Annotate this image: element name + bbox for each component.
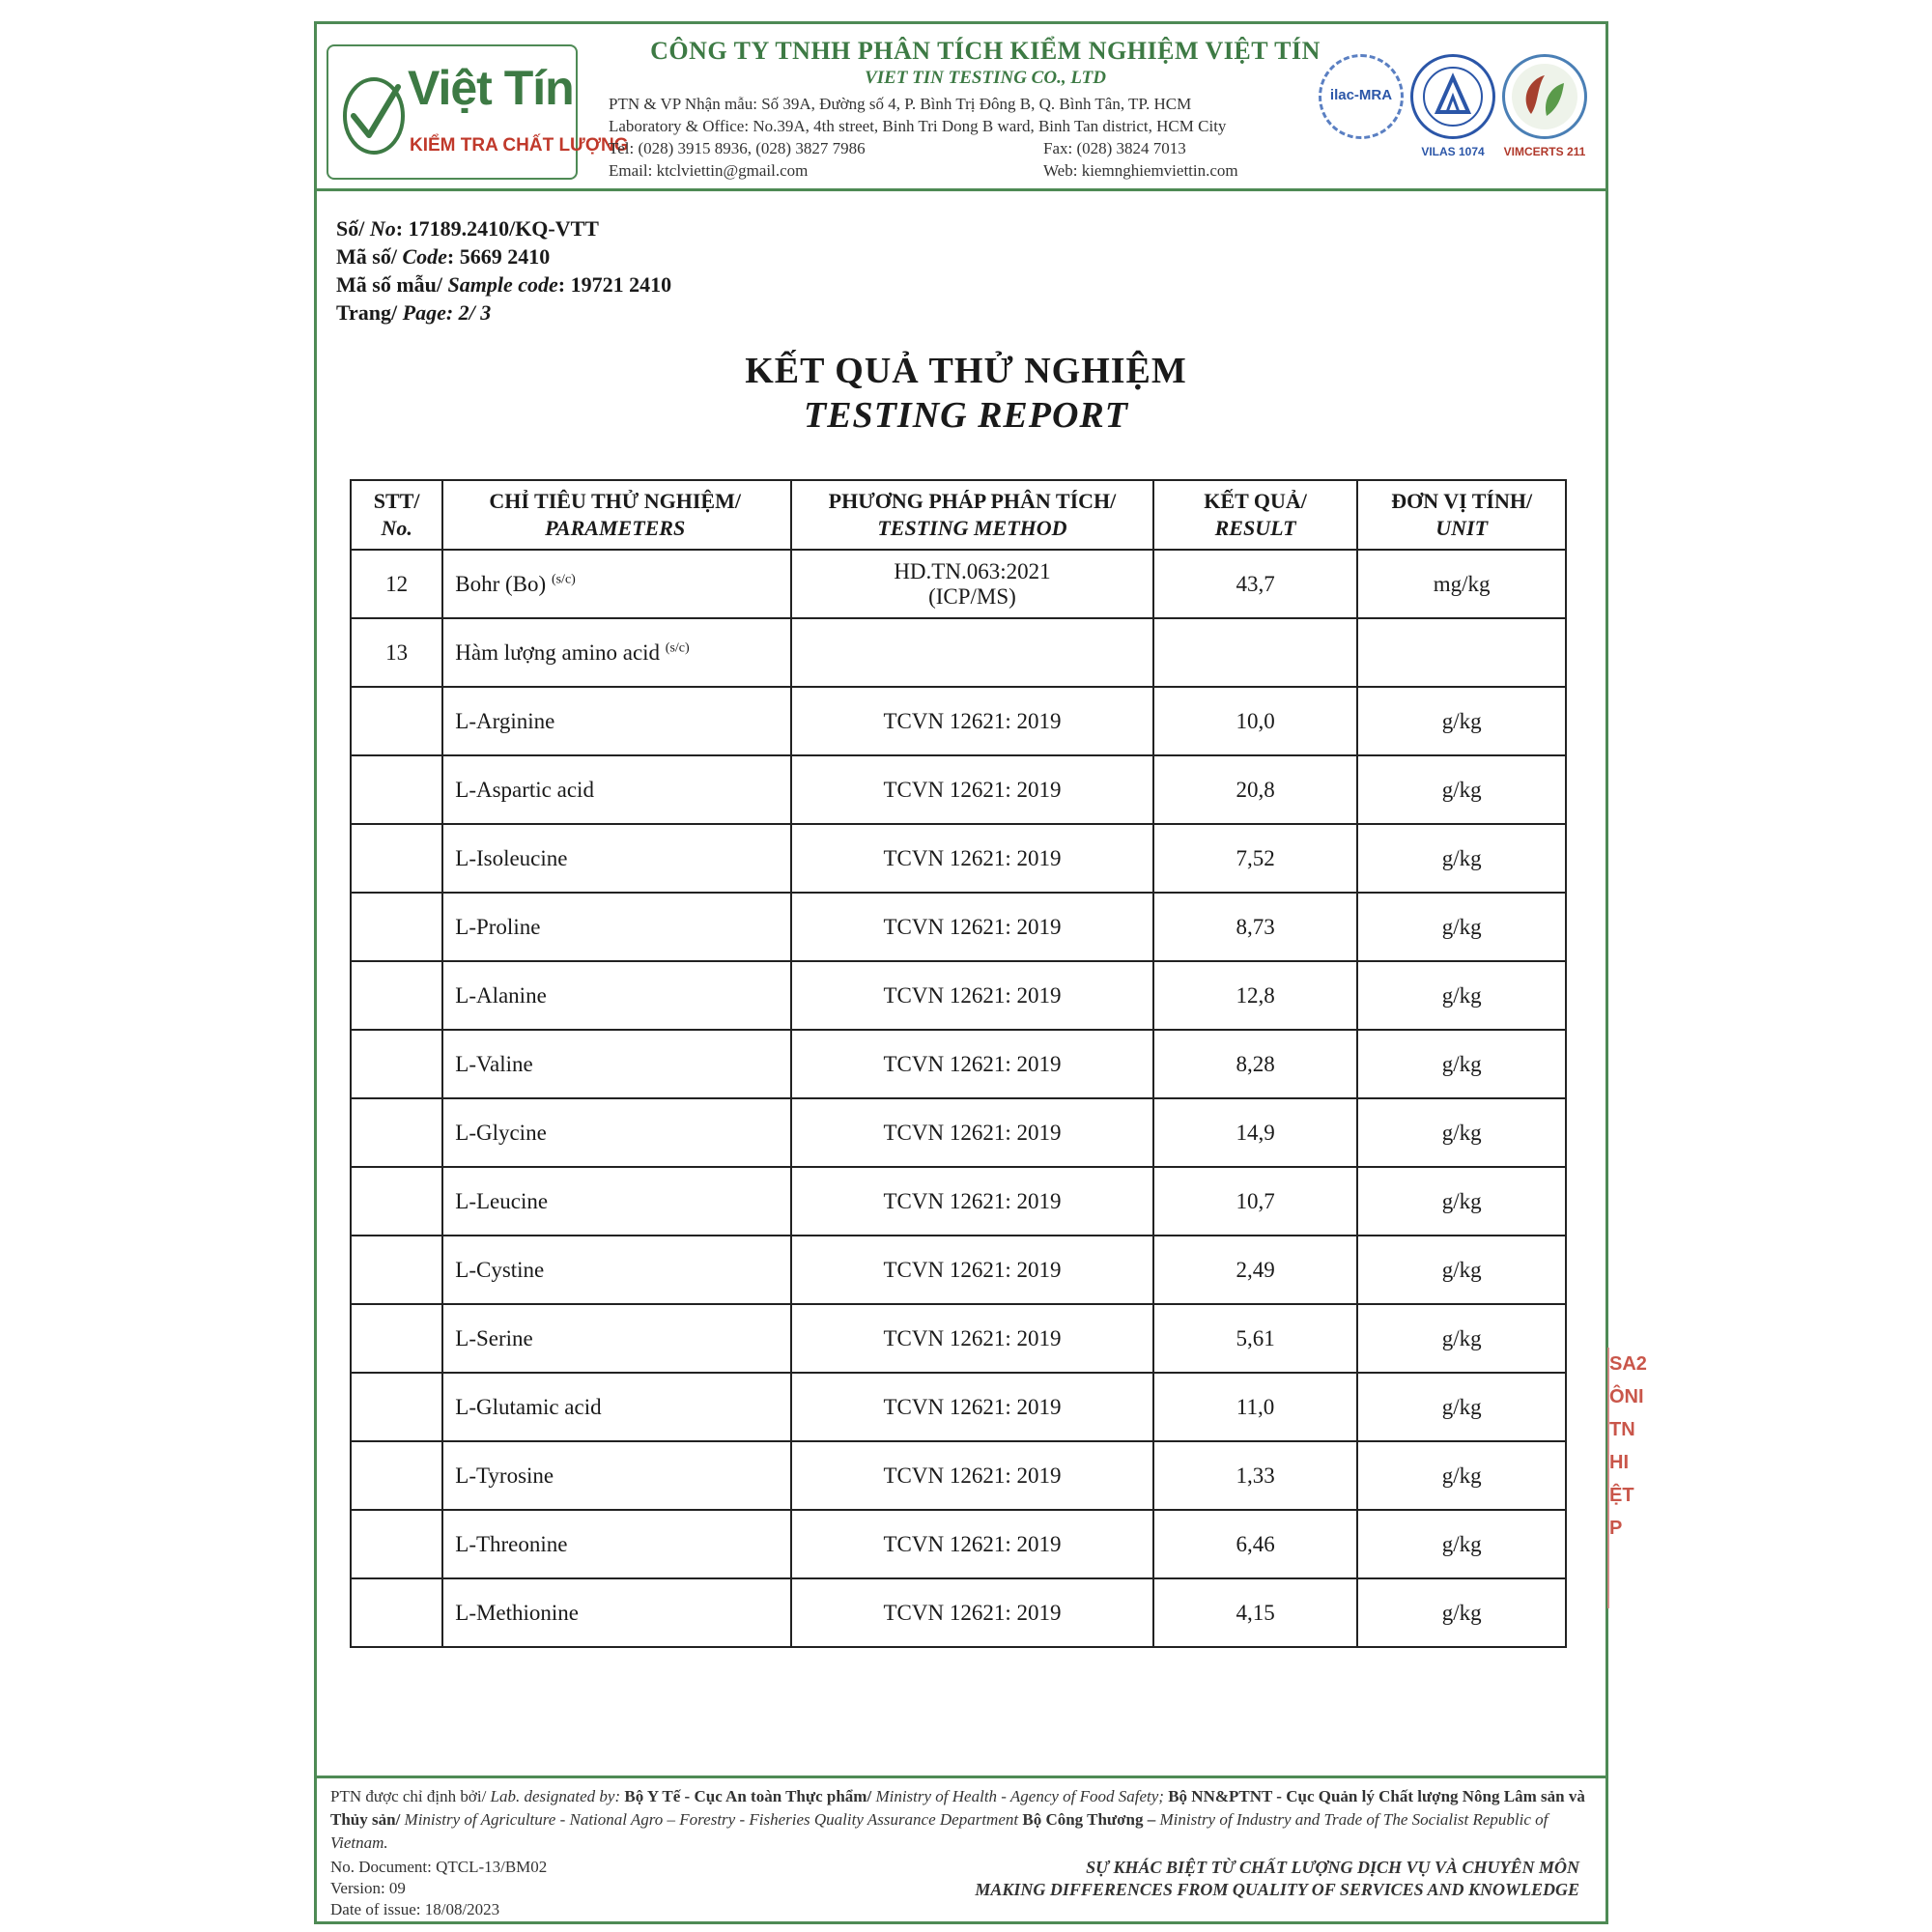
page-number: Trang/ Page: 2/ 3 [336, 300, 492, 325]
stamp-text: SA2 [1609, 1353, 1647, 1375]
cell-no [351, 1098, 442, 1167]
stamp-text: ỆT [1609, 1485, 1634, 1506]
cell-no [351, 893, 442, 961]
logo-brand-text: Việt Tín [408, 61, 574, 115]
document-version: Version: 09 [330, 1879, 406, 1897]
cell-parameter: L-Arginine [442, 687, 791, 755]
cell-unit: g/kg [1357, 1373, 1566, 1441]
phone-text: Tel: (028) 3915 8936, (028) 3827 7986 [609, 139, 866, 157]
lab-designation-note: PTN được chỉ định bởi/ Lab. designated by: Bộ Y Tế - Cục An toàn Thực phẩm/ Ministry of Health - Agency of Food Safety; Bộ NN&PTNT - Cục Quản lý Chất lượng Nông Lâm sản và Thủy sản/ Ministry of Agriculture - National Agro – Forestry - Fisheries Quality Assurance Department Bộ Công Thương – Ministry of Industry and Trade of The Socialist Republic of Vietnam. [330, 1787, 1585, 1852]
cell-parameter: L-Threonine [442, 1510, 791, 1578]
table-row [351, 1098, 1566, 1167]
table-row [351, 618, 1566, 687]
report-code: Mã số/ Code: 5669 2410 [336, 244, 551, 269]
issue-date: Date of issue: 18/08/2023 [330, 1900, 500, 1918]
cell-result [1153, 618, 1357, 687]
cell-parameter: Bohr (Bo) $^{(s/c)}$ [442, 550, 791, 618]
results-table [350, 479, 1567, 1648]
sub-contract-mark: (s/c) [665, 639, 690, 655]
vimcerts-label: VIMCERTS 211 [1503, 145, 1586, 158]
header-no: STT/ No. [351, 480, 442, 550]
cell-no [351, 1236, 442, 1304]
address-vn: PTN & VP Nhận mẫu: Số 39A, Đường số 4, P. Bình Trị Đông B, Q. Bình Tân, TP. HCM [609, 95, 1192, 113]
cell-parameter: L-Proline [442, 893, 791, 961]
vilas-label: VILAS 1074 [1421, 145, 1485, 158]
cell-method: TCVN 12621: 2019 [791, 1304, 1153, 1373]
title-en: TESTING REPORT [804, 395, 1128, 436]
company-name-vn: CÔNG TY TNHH PHÂN TÍCH KIỂM NGHIỆM VIỆT TÍN [650, 37, 1321, 65]
email-web-line [609, 159, 1362, 182]
document-meta [330, 1857, 547, 1920]
stamp-text: ÔNI [1609, 1386, 1644, 1407]
cell-no [351, 1304, 442, 1373]
website-text: Web: kiemnghiemviettin.com [1043, 161, 1238, 180]
cell-method: TCVN 12621: 2019 [791, 1167, 1153, 1236]
cell-method: TCVN 12621: 2019 [791, 1441, 1153, 1510]
cell-no [351, 1167, 442, 1236]
cell-no [351, 755, 442, 824]
company-slogan [975, 1857, 1579, 1901]
header-result: KẾT QUẢ/ RESULT [1153, 480, 1357, 550]
cell-method: TCVN 12621: 2019 [791, 755, 1153, 824]
fax-text: Fax: (028) 3824 7013 [1043, 139, 1186, 157]
cell-parameter: L-Alanine [442, 961, 791, 1030]
cell-method: TCVN 12621: 2019 [791, 893, 1153, 961]
letterhead [319, 27, 1604, 191]
cell-parameter: L-Isoleucine [442, 824, 791, 893]
cell-unit: g/kg [1357, 824, 1566, 893]
cell-unit: g/kg [1357, 1441, 1566, 1510]
cell-unit: g/kg [1357, 1167, 1566, 1236]
cell-method: TCVN 12621: 2019 [791, 1578, 1153, 1647]
cell-no: 12 [351, 550, 442, 618]
cell-unit: g/kg [1357, 1236, 1566, 1304]
table-row [351, 1373, 1566, 1441]
stamp-text: HI [1609, 1452, 1629, 1473]
cell-parameter: L-Aspartic acid [442, 755, 791, 824]
slogan-en: MAKING DIFFERENCES FROM QUALITY OF SERVICES AND KNOWLEDGE [975, 1880, 1579, 1899]
cell-result: 10,7 [1153, 1167, 1357, 1236]
table-row [351, 1510, 1566, 1578]
cell-result: 4,15 [1153, 1578, 1357, 1647]
slogan-vn: SỰ KHÁC BIỆT TỪ CHẤT LƯỢNG DỊCH VỤ VÀ CHUYÊN MÔN [1086, 1858, 1579, 1877]
table-row [351, 1030, 1566, 1098]
cell-parameter: L-Cystine [442, 1236, 791, 1304]
cell-parameter: L-Glycine [442, 1098, 791, 1167]
cell-unit: g/kg [1357, 755, 1566, 824]
vimcerts-badge [1502, 54, 1587, 158]
cell-method: TCVN 12621: 2019 [791, 1510, 1153, 1578]
accreditation-icon [1410, 54, 1495, 139]
header-divider [314, 188, 1608, 191]
cell-no: 13 [351, 618, 442, 687]
cell-parameter: Hàm lượng amino acid $^{(s/c)}$ [442, 618, 791, 687]
address-en: Laboratory & Office: No.39A, 4th street, Binh Tri Dong B ward, Binh Tan district, HCM City [609, 117, 1227, 135]
company-info [609, 37, 1362, 182]
table-row [351, 893, 1566, 961]
cell-parameter: L-Serine [442, 1304, 791, 1373]
company-logo [327, 44, 629, 180]
check-logo-icon [340, 70, 408, 156]
table-row [351, 1167, 1566, 1236]
cell-unit: g/kg [1357, 687, 1566, 755]
cell-result: 20,8 [1153, 755, 1357, 824]
cell-method: TCVN 12621: 2019 [791, 1373, 1153, 1441]
cell-result: 10,0 [1153, 687, 1357, 755]
cell-result: 1,33 [1153, 1441, 1357, 1510]
document-info [336, 214, 671, 327]
cell-result: 2,49 [1153, 1236, 1357, 1304]
footer-divider [314, 1776, 1608, 1778]
cell-unit: g/kg [1357, 1030, 1566, 1098]
cell-no [351, 1373, 442, 1441]
cell-no [351, 1441, 442, 1510]
cell-no [351, 961, 442, 1030]
cell-parameter: L-Valine [442, 1030, 791, 1098]
report-number: Số/ No: 17189.2410/KQ-VTT [336, 216, 599, 241]
sub-contract-mark: (s/c) [551, 571, 576, 586]
cell-no [351, 687, 442, 755]
vilas-badge [1410, 54, 1495, 158]
table-row [351, 824, 1566, 893]
table-header-row [351, 480, 1566, 550]
cell-unit: g/kg [1357, 1304, 1566, 1373]
cell-no [351, 1030, 442, 1098]
cell-no [351, 1578, 442, 1647]
cell-no [351, 824, 442, 893]
cell-method: TCVN 12621: 2019 [791, 687, 1153, 755]
stamp-text: TN [1609, 1419, 1635, 1440]
cell-result: 43,7 [1153, 550, 1357, 618]
sample-code: Mã số mẫu/ Sample code: 19721 2410 [336, 272, 672, 297]
cell-unit: g/kg [1357, 1098, 1566, 1167]
table-row [351, 1304, 1566, 1373]
cell-parameter: L-Glutamic acid [442, 1373, 791, 1441]
table-row [351, 755, 1566, 824]
cell-result: 14,9 [1153, 1098, 1357, 1167]
table-row [351, 1441, 1566, 1510]
cell-unit: g/kg [1357, 893, 1566, 961]
ilac-mra-badge [1319, 54, 1404, 139]
table-row [351, 1236, 1566, 1304]
table-row [351, 687, 1566, 755]
logo-tagline: KIỂM TRA CHẤT LƯỢNG [410, 135, 629, 156]
email-text: Email: ktclviettin@gmail.com [609, 161, 809, 180]
cell-method: TCVN 12621: 2019 [791, 961, 1153, 1030]
header-parameters: CHỈ TIÊU THỬ NGHIỆM/ PARAMETERS [442, 480, 791, 550]
cell-result: 8,28 [1153, 1030, 1357, 1098]
cell-parameter: L-Tyrosine [442, 1441, 791, 1510]
title-vn: KẾT QUẢ THỬ NGHIỆM [745, 351, 1187, 391]
cell-method: HD.TN.063:2021 (ICP/MS) [791, 550, 1153, 618]
table-row [351, 1578, 1566, 1647]
table-row [351, 961, 1566, 1030]
cell-unit: g/kg [1357, 1578, 1566, 1647]
cell-result: 7,52 [1153, 824, 1357, 893]
cell-unit [1357, 618, 1566, 687]
cell-unit: mg/kg [1357, 550, 1566, 618]
company-name-en: VIET TIN TESTING CO., LTD [865, 68, 1106, 88]
cell-parameter: L-Leucine [442, 1167, 791, 1236]
cell-parameter: L-Methionine [442, 1578, 791, 1647]
cell-unit: g/kg [1357, 1510, 1566, 1578]
cell-result: 6,46 [1153, 1510, 1357, 1578]
cell-unit: g/kg [1357, 961, 1566, 1030]
cell-result: 8,73 [1153, 893, 1357, 961]
cell-method: TCVN 12621: 2019 [791, 1030, 1153, 1098]
table-row [351, 550, 1566, 618]
header-unit: ĐƠN VỊ TÍNH/ UNIT [1357, 480, 1566, 550]
cell-result: 11,0 [1153, 1373, 1357, 1441]
phone-fax-line [609, 137, 1362, 159]
cell-method: TCVN 12621: 2019 [791, 1236, 1153, 1304]
cell-method [791, 618, 1153, 687]
cell-method: TCVN 12621: 2019 [791, 1098, 1153, 1167]
header-method: PHƯƠNG PHÁP PHÂN TÍCH/ TESTING METHOD [791, 480, 1153, 550]
ilac-mra-label: ilac-MRA [1329, 87, 1393, 103]
report-title [0, 350, 1932, 437]
cell-no [351, 1510, 442, 1578]
red-stamp-fragment [1607, 1348, 1647, 1608]
stamp-text: P [1609, 1518, 1623, 1539]
cell-method: TCVN 12621: 2019 [791, 824, 1153, 893]
cell-result: 12,8 [1153, 961, 1357, 1030]
leaf-drop-icon [1502, 54, 1587, 139]
cell-result: 5,61 [1153, 1304, 1357, 1373]
document-number: No. Document: QTCL-13/BM02 [330, 1858, 548, 1876]
